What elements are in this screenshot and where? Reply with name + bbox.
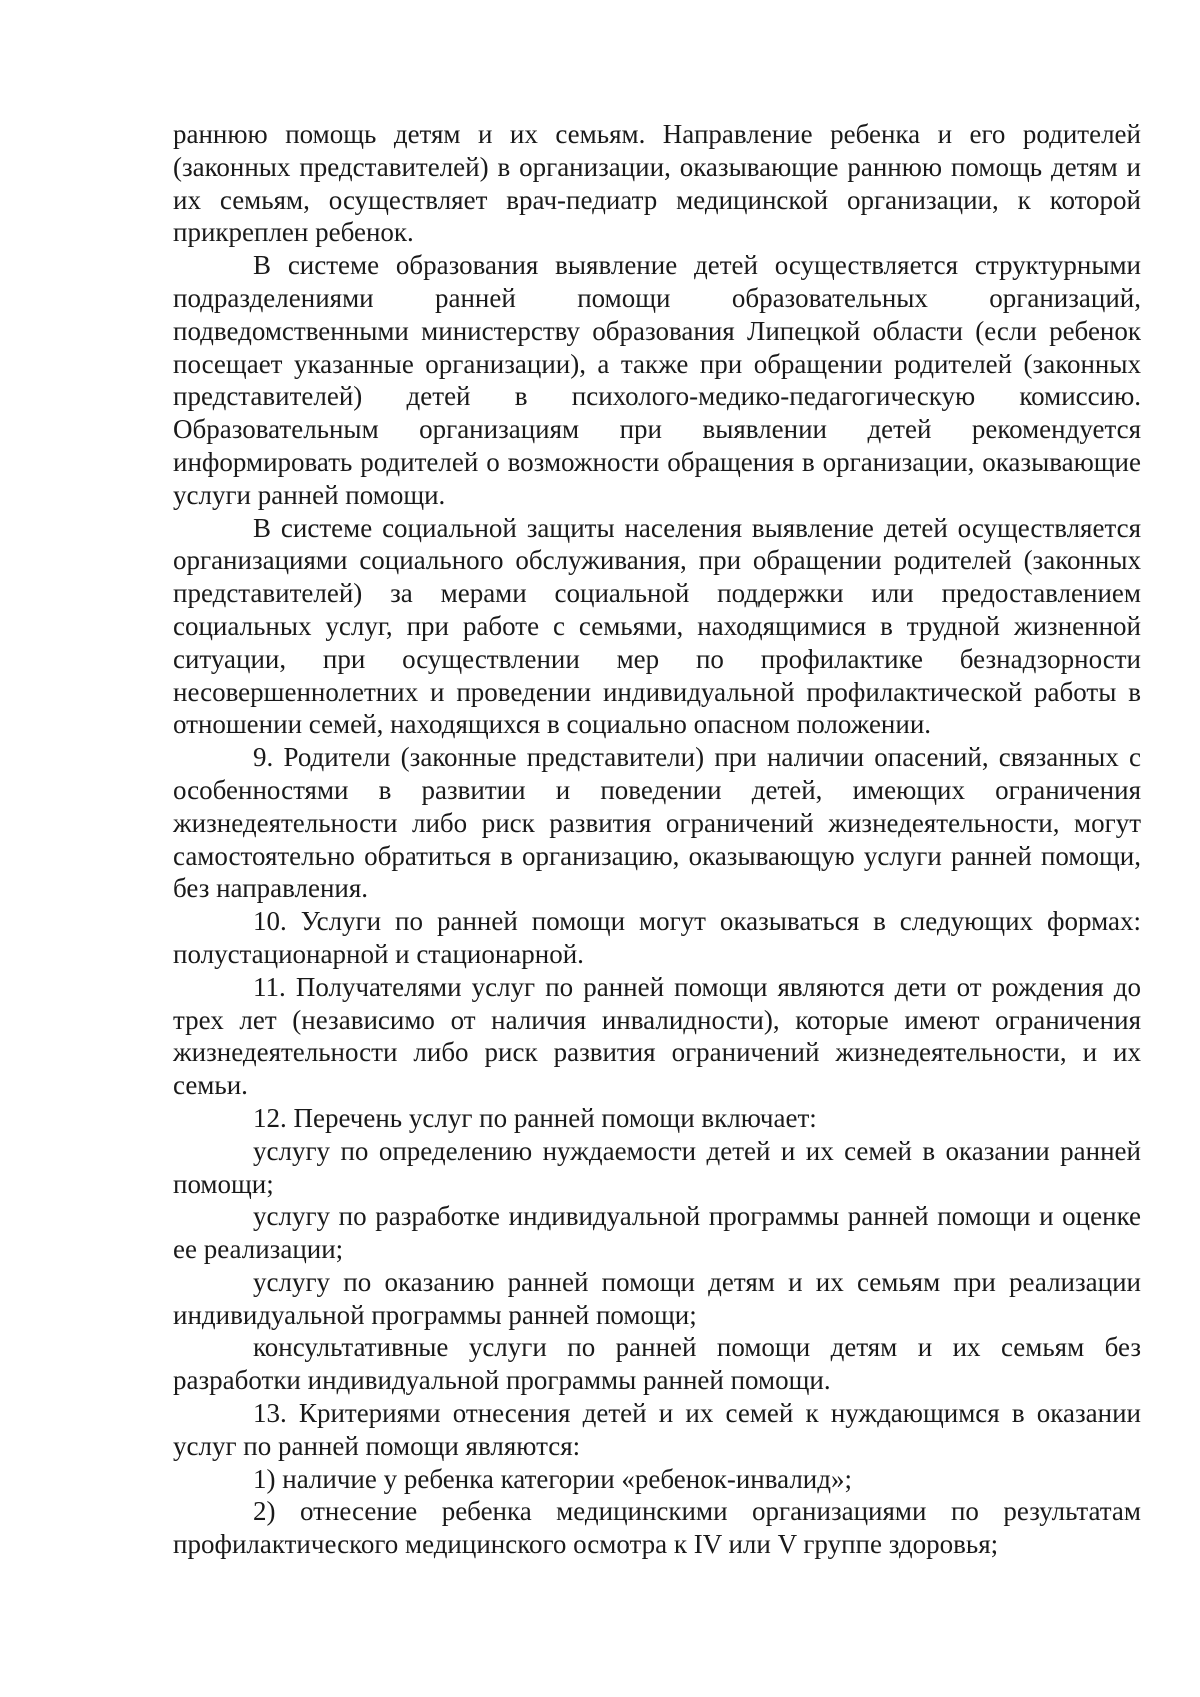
paragraph-item-12: 12. Перечень услуг по ранней помощи включает: [253,1102,817,1133]
paragraph-social-protection: В системе социальной защиты населения выявление детей осуществляется организациями социального обслуживания, при обращении родителей (законных представителей) за мерами социальной поддержки или предоставлением социальных услуг, при работе с семьями, находящимися в трудной жизненной ситуации, при осуществлении мер по профилактике безнадзорности несовершеннолетних и проведении индивидуальной профилактической работы в отношении семей, находящихся в социально опасном положении. [173,512,1141,740]
paragraph-service-program: услугу по разработке индивидуальной программы ранней помощи и оценке ее реализации; [173,1201,1141,1265]
paragraph-item-10: 10. Услуги по ранней помощи могут оказываться в следующих формах: полустационарной и стационарной. [173,906,1141,969]
paragraph-item-9: 9. Родители (законные представители) при наличии опасений, связанных с особенностями в развитии и поведении детей, имеющих ограничения жизнедеятельности либо риск развития ограничений жизнедеятельности, могут самостоятельно обратиться в организацию, оказывающую услуги ранней помощи, без направления. [173,742,1141,904]
paragraph-criterion-1: 1) наличие у ребенка категории «ребенок-инвалид»; [253,1463,852,1494]
paragraph-education-system: В системе образования выявление детей осуществляется структурными подразделениями ранней помощи образовательных организаций, подведомственными министерству образования Липецкой области (если ребенок посещает указанные организации), а также при обращении родителей (законных представителей) детей в психолого-медико-педагогическую комиссию. Образовательным организациям при выявлении детей рекомендуется информировать родителей о возможности обращения в организации, оказывающие услуги ранней помощи. [173,250,1141,510]
paragraph-item-13: 13. Критериями отнесения детей и их семей к нуждающимся в оказании услуг по ранней помощи являются: [173,1398,1141,1461]
paragraph-criterion-2: 2) отнесение ребенка медицинскими организациями по результатам профилактического медицинского осмотра к IV или V группе здоровья; [173,1496,1141,1560]
paragraph-service-needs: услугу по определению нуждаемости детей и их семей в оказании ранней помощи; [173,1135,1141,1199]
paragraph-service-assistance: услугу по оказанию ранней помощи детям и их семьям при реализации индивидуальной программы ранней помощи; [173,1266,1141,1330]
paragraph-service-consulting: консультативные услуги по ранней помощи детям и их семьям без разработки индивидуальной программы ранней помощи. [173,1332,1141,1396]
paragraph-item-11: 11. Получателями услуг по ранней помощи являются дети от рождения до трех лет (независимо от наличия инвалидности), которые имеют ограничения жизнедеятельности либо риск развития ограничений жизнедеятельности, и их семьи. [173,971,1141,1101]
document-page [173,118,1141,1561]
paragraph-continuation: раннюю помощь детям и их семьям. Направление ребенка и его родителей (законных представителей) в организации, оказывающие раннюю помощь детям и их семьям, осуществляет врач-педиатр медицинской организации, к которой прикреплен ребенок. [173,119,1141,248]
